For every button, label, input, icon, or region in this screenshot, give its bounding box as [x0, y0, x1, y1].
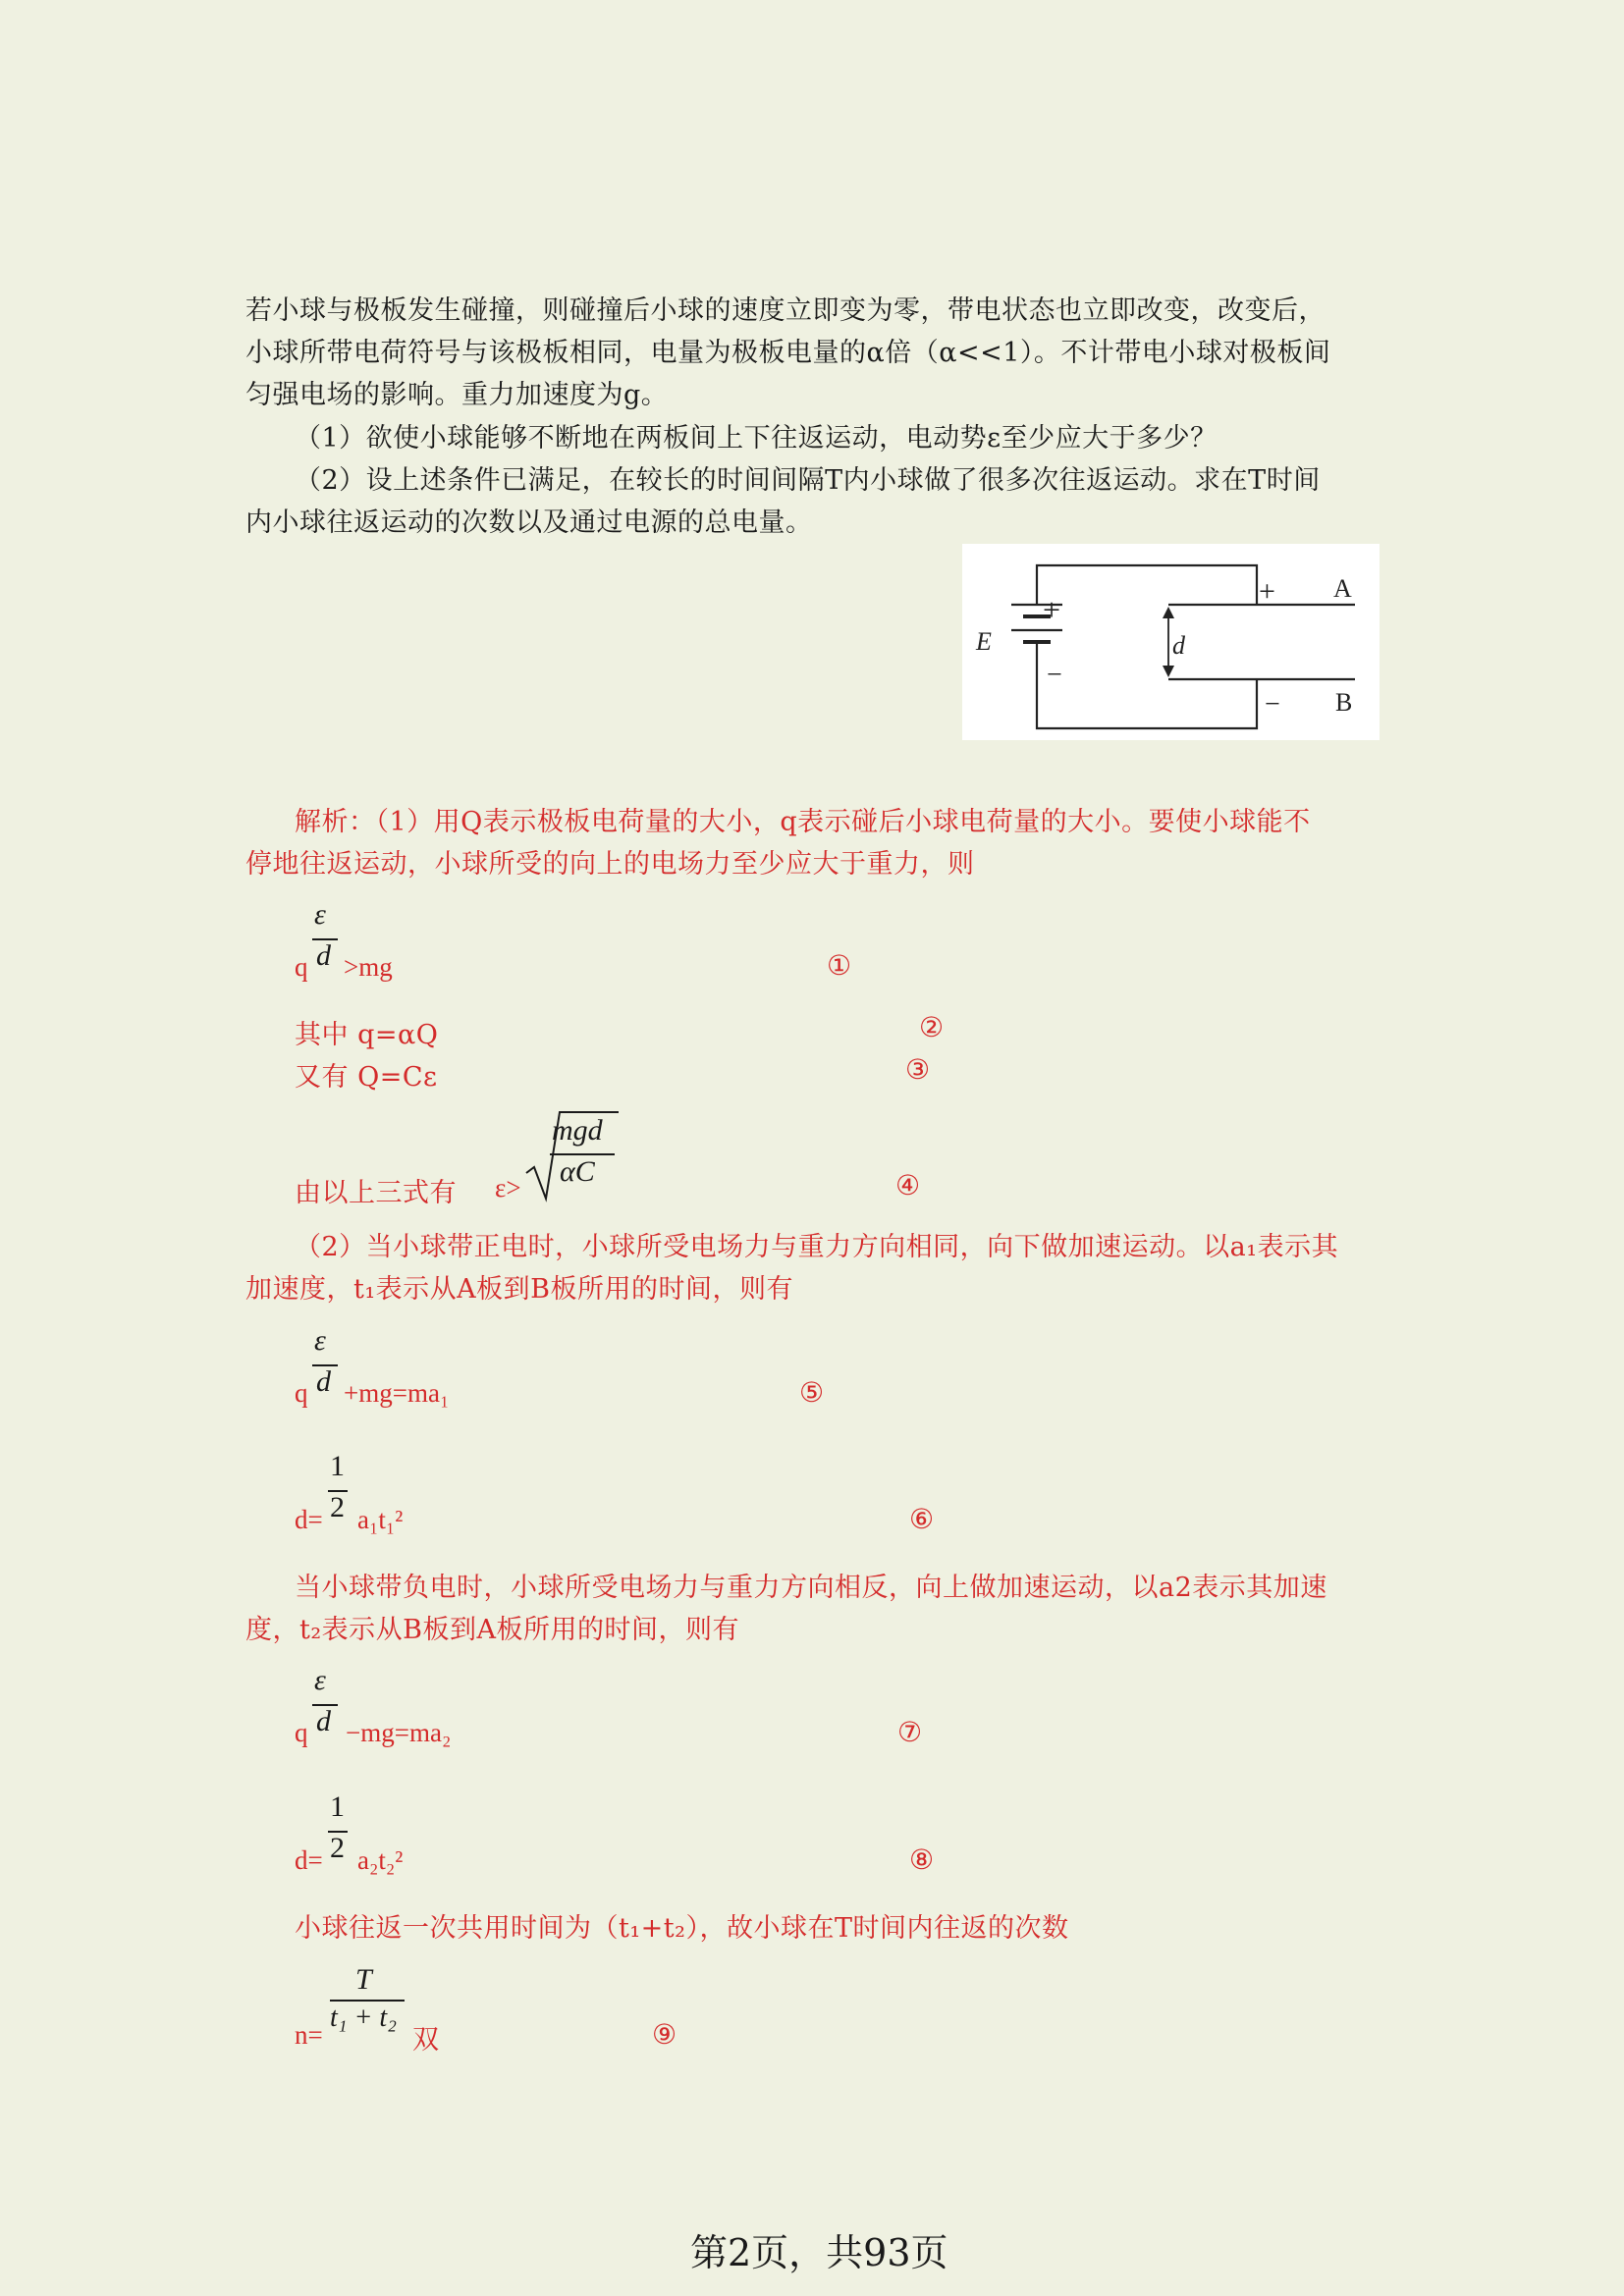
eq7-rest: −mg=ma₂ [346, 1718, 452, 1747]
eq1-denominator: d [316, 939, 331, 972]
eq4-denominator: αC [560, 1155, 595, 1188]
solution-intro-line-2: 停地往返运动，小球所受的向上的电场力至少应大于重力，则 [245, 849, 975, 880]
equation-1 [295, 898, 884, 987]
problem-line-1: 若小球与极板发生碰撞，则碰撞后小球的速度立即变为零，带电状态也立即改变，改变后， [245, 295, 1326, 326]
part-2-line-1: （2）当小球带正电时，小球所受电场力与重力方向相同，向下做加速运动。以a₁表示其 [295, 1232, 1339, 1262]
eq4-tag: ④ [895, 1169, 921, 1201]
eq7-denominator: d [316, 1705, 331, 1737]
eq8-rest: a₂t₂² [357, 1845, 404, 1875]
eq2-tag: ② [919, 1011, 945, 1043]
eq9-fraction-bar [330, 2000, 405, 2002]
circuit-figure [962, 544, 1380, 740]
gap-label-d: d [1172, 631, 1185, 660]
eq4-prefix: 由以上三式有 [295, 1178, 457, 1208]
eq4-numerator: mgd [552, 1114, 603, 1147]
plate-label-A: A [1333, 574, 1352, 603]
problem-line-2: 小球所带电荷符号与该极板相同，电量为极板电量的α倍（α<<1）。不计带电小球对极板间 [245, 338, 1331, 368]
eq6-denominator: 2 [330, 1491, 345, 1523]
eq6-numerator: 1 [330, 1450, 345, 1482]
eq6-rest: a₁t₁² [357, 1505, 404, 1534]
eq8-denominator: 2 [330, 1832, 345, 1864]
eq1-tag: ① [827, 949, 852, 982]
eq8-tag: ⑧ [909, 1843, 935, 1876]
eq9-tag: ⑨ [652, 2018, 677, 2051]
battery-plus: + [1043, 592, 1061, 627]
eq6-lhs: d= [295, 1505, 323, 1534]
plate-label-B: B [1335, 688, 1353, 717]
equation-8 [295, 1790, 982, 1879]
eq5-numerator: ε [314, 1324, 326, 1357]
eq4-eps: ε> [495, 1173, 521, 1202]
equation-6 [295, 1450, 982, 1538]
eq7-numerator: ε [314, 1664, 326, 1696]
negative-line-1: 当小球带负电时，小球所受电场力与重力方向相反，向上做加速运动，以a2表示其加速 [295, 1573, 1327, 1603]
battery-label-E: E [976, 627, 992, 656]
eq1-q: q [295, 952, 308, 982]
eq7-tag: ⑦ [897, 1716, 923, 1748]
eq9-lhs: n= [295, 2020, 323, 2050]
eq9-rest: 双 [412, 2025, 440, 2056]
question-2-line-2: 内小球往返运动的次数以及通过电源的总电量。 [245, 507, 813, 538]
equation-4 [295, 1104, 982, 1212]
equation-9 [295, 1963, 785, 2061]
eq8-numerator: 1 [330, 1790, 345, 1823]
problem-line-3: 匀强电场的影响。重力加速度为g。 [245, 380, 669, 410]
eq5-tag: ⑤ [799, 1376, 825, 1409]
roundtrip-line: 小球往返一次共用时间为（t₁+t₂），故小球在T时间内往返的次数 [295, 1913, 1069, 1944]
eq1-rest: >mg [344, 952, 393, 982]
eq6-tag: ⑥ [909, 1503, 935, 1535]
equation-2: 其中 q=αQ [295, 1020, 439, 1050]
part-2-line-2: 加速度，t₁表示从A板到B板所用的时间，则有 [245, 1274, 794, 1305]
eq9-numerator: T [355, 1963, 372, 1996]
eq7-q: q [295, 1718, 308, 1747]
battery-minus: − [1047, 660, 1062, 690]
eq3-tag: ③ [905, 1053, 931, 1086]
eq5-rest: +mg=ma₁ [344, 1378, 450, 1408]
equation-3: 又有 Q=Cε [295, 1062, 438, 1093]
question-1: （1）欲使小球能够不断地在两板间上下往返运动，电动势ε至少应大于多少？ [295, 423, 1218, 454]
circuit-diagram [962, 544, 1380, 740]
solution-intro-line-1: 解析：（1）用Q表示极板电荷量的大小，q表示碰后小球电荷量的大小。要使小球能不 [295, 807, 1311, 837]
page-number: 第2页，共93页 [690, 2231, 948, 2274]
equation-5 [295, 1324, 884, 1413]
negative-line-2: 度，t₂表示从B板到A板所用的时间，则有 [245, 1615, 740, 1645]
equation-7 [295, 1664, 982, 1752]
plate-plus: + [1259, 575, 1275, 608]
eq5-denominator: d [316, 1365, 331, 1398]
question-2-line-1: （2）设上述条件已满足，在较长的时间间隔T内小球做了很多次往返运动。求在T时间 [295, 465, 1321, 496]
eq9-denominator: t₁ + t₂ [330, 2002, 397, 2033]
eq1-numerator: ε [314, 898, 326, 931]
eq5-q: q [295, 1378, 308, 1408]
eq8-lhs: d= [295, 1845, 323, 1875]
plate-minus: − [1265, 689, 1280, 720]
